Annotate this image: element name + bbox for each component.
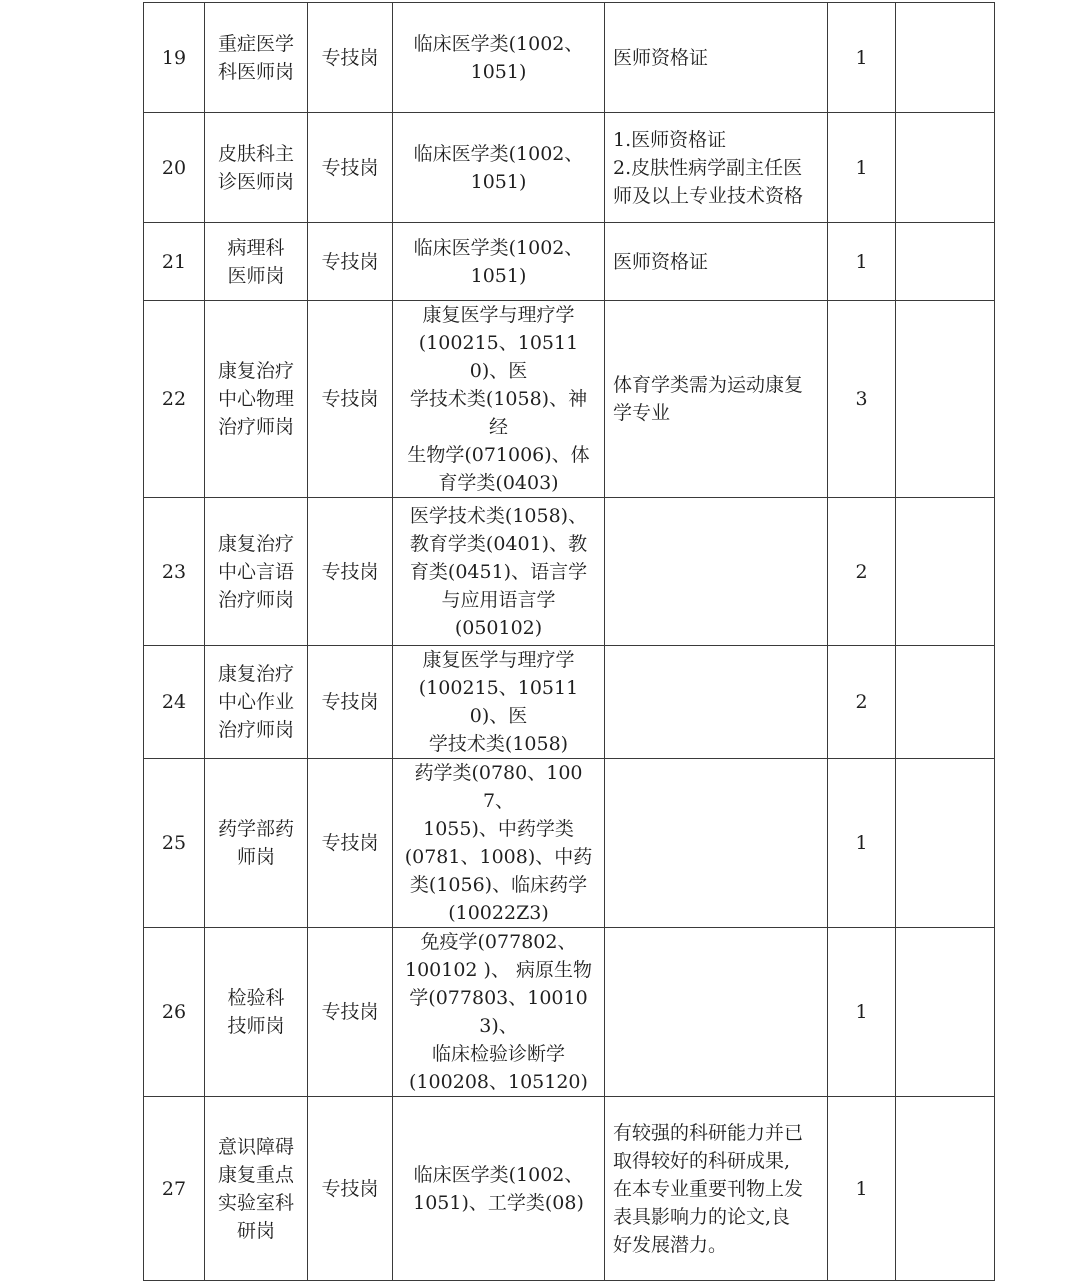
table-row xyxy=(144,646,995,759)
post-name-line: 治疗师岗 xyxy=(217,719,294,741)
hiring-count: 1 xyxy=(828,3,896,113)
major-requirement-line: 100102 )、 病原生物 xyxy=(404,959,593,981)
table-row xyxy=(144,113,995,223)
major-requirement xyxy=(393,3,605,113)
major-requirement-line: 1055)、中药学类 xyxy=(423,818,574,840)
post-name xyxy=(205,223,308,301)
major-requirement-line: 学技术类(1058) xyxy=(428,733,569,755)
other-requirements-line: 好发展潜力。 xyxy=(613,1233,728,1256)
major-requirement-line: 临床检验诊断学 xyxy=(431,1043,565,1065)
post-name-line: 医师岗 xyxy=(227,264,285,287)
row-number: 26 xyxy=(144,928,205,1097)
major-requirement xyxy=(393,759,605,928)
post-name-line: 康复治疗 xyxy=(217,532,294,555)
post-name xyxy=(205,113,308,223)
post-type: 专技岗 xyxy=(308,301,393,498)
post-name-line: 技师岗 xyxy=(227,1015,285,1037)
hiring-count: 2 xyxy=(828,646,896,759)
other-requirements xyxy=(605,223,828,301)
other-requirements xyxy=(605,759,828,928)
hiring-count: 1 xyxy=(828,928,896,1097)
other-requirements xyxy=(605,928,828,1097)
post-name-line: 中心言语 xyxy=(217,560,294,583)
other-requirements-line: 学专业 xyxy=(613,402,671,424)
other-requirements-line: 1.医师资格证 xyxy=(613,128,727,151)
other-requirements xyxy=(605,113,828,223)
recruitment-table xyxy=(143,2,995,1281)
hiring-count: 1 xyxy=(828,759,896,928)
row-number: 22 xyxy=(144,301,205,498)
remark xyxy=(896,928,995,1097)
table-row xyxy=(144,1097,995,1281)
other-requirements xyxy=(605,3,828,113)
row-number: 23 xyxy=(144,498,205,646)
remark xyxy=(896,759,995,928)
major-requirement-line: 临床医学类(1002、 xyxy=(413,142,584,165)
row-number: 20 xyxy=(144,113,205,223)
major-requirement-line: 类(1056)、临床药学 xyxy=(409,874,588,896)
post-name xyxy=(205,498,308,646)
other-requirements xyxy=(605,1097,828,1281)
major-requirement-line: 生物学(071006)、体 xyxy=(407,444,590,466)
remark xyxy=(896,1097,995,1281)
post-type: 专技岗 xyxy=(308,759,393,928)
post-name-line: 科医师岗 xyxy=(217,60,294,83)
major-requirement-line: 临床医学类(1002、 xyxy=(413,1163,584,1186)
major-requirement-line: (050102) xyxy=(454,616,543,639)
post-name xyxy=(205,646,308,759)
post-type: 专技岗 xyxy=(308,1097,393,1281)
remark xyxy=(896,223,995,301)
post-name-line: 中心作业 xyxy=(217,691,294,713)
major-requirement-line: (0781、1008)、中药 xyxy=(404,846,593,868)
major-requirement-line: 与应用语言学 xyxy=(441,588,556,611)
hiring-count: 3 xyxy=(828,301,896,498)
major-requirement xyxy=(393,113,605,223)
major-requirement-line: 临床医学类(1002、 xyxy=(413,32,584,55)
other-requirements-line: 医师资格证 xyxy=(613,46,709,69)
major-requirement-line: 育学类(0403) xyxy=(438,472,559,494)
hiring-count: 2 xyxy=(828,498,896,646)
post-name xyxy=(205,301,308,498)
post-name-line: 实验室科 xyxy=(217,1191,294,1214)
table-row xyxy=(144,301,995,498)
major-requirement-line: (100215、105110)、医 xyxy=(418,332,579,382)
post-name-line: 病理科 xyxy=(227,236,285,259)
post-name-line: 康复治疗 xyxy=(217,360,294,382)
major-requirement-line: 1051) xyxy=(470,60,527,83)
post-name xyxy=(205,3,308,113)
row-number: 24 xyxy=(144,646,205,759)
other-requirements-line: 有较强的科研能力并已 xyxy=(613,1121,804,1144)
major-requirement-line: 1051) xyxy=(470,170,527,193)
post-name-line: 皮肤科主 xyxy=(217,142,294,165)
post-name-line: 诊医师岗 xyxy=(217,170,294,193)
post-name-line: 治疗师岗 xyxy=(217,588,294,611)
post-name xyxy=(205,759,308,928)
remark xyxy=(896,301,995,498)
major-requirement-line: (100215、105110)、医 xyxy=(418,677,579,727)
major-requirement-line: 药学类(0780、1007、 xyxy=(414,762,583,812)
post-name xyxy=(205,1097,308,1281)
major-requirement-line: 育类(0451)、语言学 xyxy=(409,560,588,583)
table-row xyxy=(144,3,995,113)
table-row xyxy=(144,928,995,1097)
other-requirements-line: 医师资格证 xyxy=(613,250,709,273)
post-name-line: 康复重点 xyxy=(217,1163,294,1186)
major-requirement-line: (100208、105120) xyxy=(409,1071,588,1093)
major-requirement xyxy=(393,301,605,498)
table-row xyxy=(144,759,995,928)
hiring-count: 1 xyxy=(828,113,896,223)
other-requirements-line: 2.皮肤性病学副主任医 xyxy=(613,156,803,179)
major-requirement-line: 康复医学与理疗学 xyxy=(422,304,575,326)
post-name-line: 药学部药 xyxy=(217,818,294,840)
row-number: 19 xyxy=(144,3,205,113)
table-body xyxy=(144,3,995,1281)
post-name-line: 中心物理 xyxy=(217,388,294,410)
post-name-line: 检验科 xyxy=(227,987,285,1009)
row-number: 27 xyxy=(144,1097,205,1281)
other-requirements-line: 师及以上专业技术资格 xyxy=(613,184,804,207)
major-requirement-line: 免疫学(077802、 xyxy=(420,931,577,953)
major-requirement-line: 康复医学与理疗学 xyxy=(422,649,575,671)
major-requirement xyxy=(393,928,605,1097)
post-type: 专技岗 xyxy=(308,113,393,223)
major-requirement-line: 医学技术类(1058)、 xyxy=(409,504,588,527)
post-type: 专技岗 xyxy=(308,3,393,113)
row-number: 21 xyxy=(144,223,205,301)
post-name-line: 治疗师岗 xyxy=(217,416,294,438)
post-name-line: 研岗 xyxy=(236,1219,275,1242)
post-name xyxy=(205,928,308,1097)
table-row xyxy=(144,223,995,301)
major-requirement xyxy=(393,223,605,301)
major-requirement-line: 教育学类(0401)、教 xyxy=(409,532,588,555)
other-requirements-line: 体育学类需为运动康复 xyxy=(613,374,804,396)
post-name-line: 师岗 xyxy=(236,846,275,868)
post-type: 专技岗 xyxy=(308,223,393,301)
major-requirement-line: 学(077803、100103)、 xyxy=(409,987,588,1037)
post-name-line: 康复治疗 xyxy=(217,663,294,685)
hiring-count: 1 xyxy=(828,223,896,301)
other-requirements-line: 表具影响力的论文,良 xyxy=(613,1205,791,1228)
other-requirements xyxy=(605,646,828,759)
remark xyxy=(896,646,995,759)
post-type: 专技岗 xyxy=(308,646,393,759)
major-requirement xyxy=(393,646,605,759)
post-type: 专技岗 xyxy=(308,928,393,1097)
post-name-line: 意识障碍 xyxy=(217,1135,294,1158)
major-requirement-line: 临床医学类(1002、 xyxy=(413,236,584,259)
post-type: 专技岗 xyxy=(308,498,393,646)
major-requirement-line: 1051)、工学类(08) xyxy=(413,1191,584,1214)
other-requirements-line: 取得较好的科研成果, xyxy=(613,1149,791,1172)
post-name-line: 重症医学 xyxy=(217,32,294,55)
remark xyxy=(896,498,995,646)
major-requirement-line: (10022Z3) xyxy=(448,902,549,924)
major-requirement-line: 1051) xyxy=(470,264,527,287)
hiring-count: 1 xyxy=(828,1097,896,1281)
table-row xyxy=(144,498,995,646)
other-requirements-line: 在本专业重要刊物上发 xyxy=(613,1177,804,1200)
other-requirements xyxy=(605,498,828,646)
major-requirement xyxy=(393,498,605,646)
other-requirements xyxy=(605,301,828,498)
remark xyxy=(896,113,995,223)
major-requirement-line: 学技术类(1058)、神经 xyxy=(409,388,588,438)
remark xyxy=(896,3,995,113)
row-number: 25 xyxy=(144,759,205,928)
major-requirement xyxy=(393,1097,605,1281)
